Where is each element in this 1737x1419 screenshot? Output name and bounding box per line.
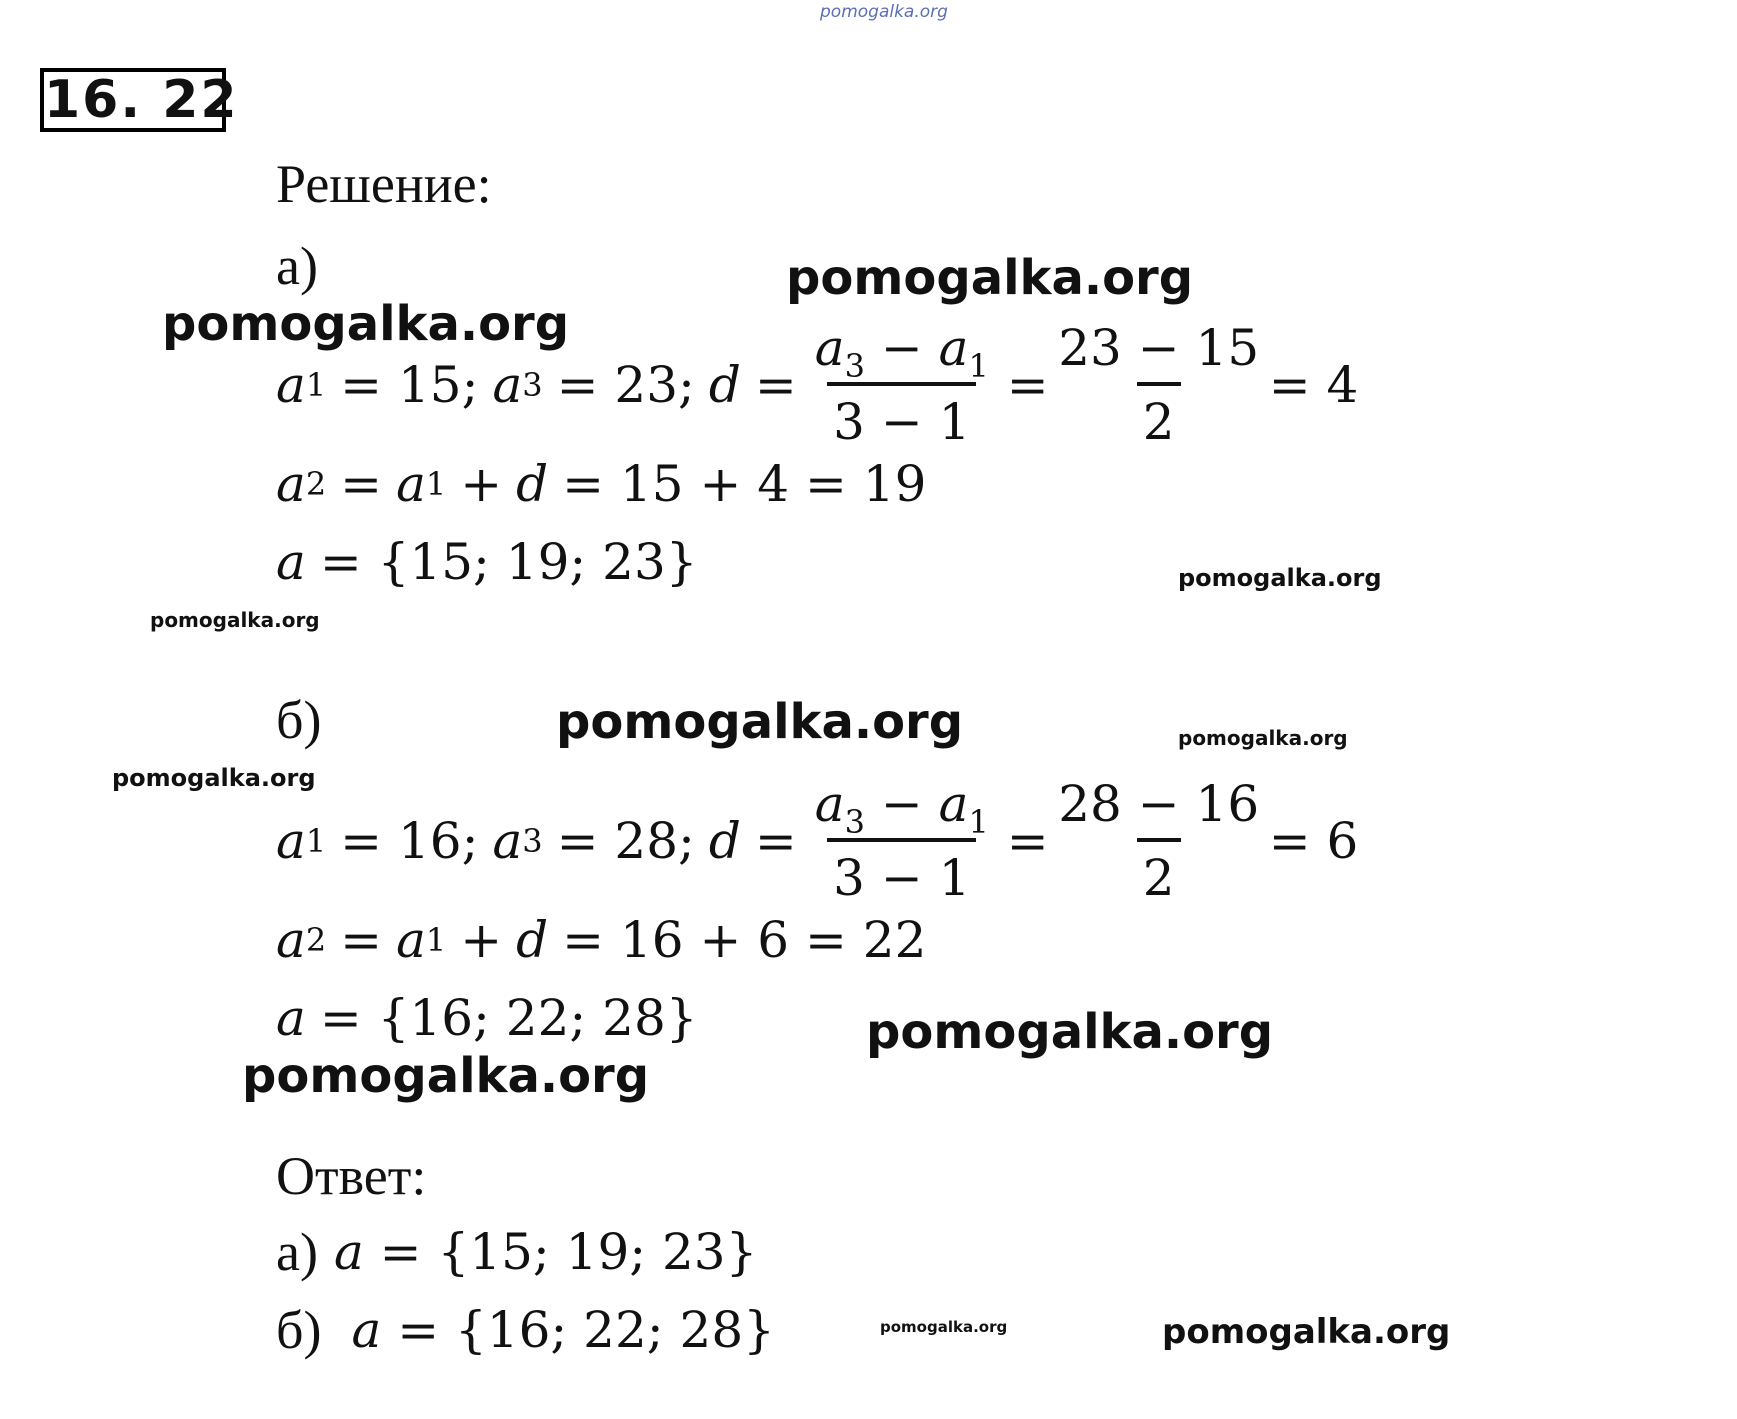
a-var: a — [276, 533, 306, 591]
part-b-line2: a 2 = a 1 + d = 16 + 6 = 22 — [276, 911, 927, 969]
d-var: d — [708, 812, 741, 870]
watermark-top: pomogalka.org — [820, 2, 948, 22]
a1-value: = 15; — [340, 356, 479, 414]
fraction-numerator: $a_3 - a_1$ — [814, 319, 989, 385]
a1-var: a — [276, 812, 306, 870]
sequence-set: = {16; 22; 28} — [319, 989, 698, 1047]
a3-var: a — [492, 812, 523, 870]
part-a-line1: a 1 = 15; a 3 = 23; d = $\frac{a_3 - a_1}{3 - 1}$ = $\frac{23 - 15}{2}$ = 4 — [276, 319, 1359, 451]
answer-heading: Ответ: — [276, 1146, 427, 1206]
part-b-line1: a 1 = 16; a 3 = 28; d = $\frac{a_3 - a_1}{3 - 1}$ = $\frac{28 - 16}{2}$ = 6 — [276, 775, 1359, 907]
d-equals: = — [754, 356, 797, 414]
d-equals: = — [754, 812, 797, 870]
watermark: pomogalka.org — [112, 764, 316, 792]
fraction-denominator: 2 — [1137, 838, 1181, 908]
plus: + — [460, 911, 503, 969]
watermark: pomogalka.org — [556, 694, 964, 750]
a2-calc: = 16 + 6 = 22 — [562, 911, 927, 969]
answer-a-label: а) — [276, 1222, 318, 1282]
a1-var: a — [276, 356, 306, 414]
a1-var: a — [396, 911, 426, 969]
part-a-label: а) — [276, 236, 318, 296]
fraction-denominator: 3 − 1 — [827, 382, 976, 452]
fraction-denominator: 3 − 1 — [827, 838, 976, 908]
fraction-numeric — [1059, 318, 1259, 452]
answer-a-math: a = {15; 19; 23} — [333, 1223, 758, 1281]
answer-b-math: a = {16; 22; 28} — [351, 1301, 775, 1359]
d-result: = 6 — [1268, 812, 1359, 870]
a-var: a — [276, 989, 306, 1047]
a1-value: = 16; — [340, 812, 479, 870]
watermark: pomogalka.org — [866, 1004, 1274, 1060]
d-var: d — [516, 455, 549, 513]
fraction-numerator: 28 − 16 — [1058, 775, 1260, 833]
d-var: d — [516, 911, 549, 969]
d-result: = 4 — [1268, 356, 1359, 414]
a3-var: a — [492, 356, 523, 414]
sequence-set: = {15; 19; 23} — [319, 533, 698, 591]
equals: = — [1006, 812, 1049, 870]
fraction-general — [807, 774, 997, 908]
part-a-line3 — [276, 532, 698, 592]
equals: = — [340, 455, 383, 513]
watermark: pomogalka.org — [150, 608, 320, 632]
fraction-denominator: 2 — [1137, 382, 1181, 452]
part-b-line3 — [276, 988, 698, 1048]
part-a-line2: a 2 = a 1 + d = 15 + 4 = 19 — [276, 455, 927, 513]
a3-value: = 28; — [556, 812, 695, 870]
answer-b — [276, 1300, 775, 1360]
watermark: pomogalka.org — [786, 250, 1194, 306]
equals: = — [340, 911, 383, 969]
watermark: pomogalka.org — [1162, 1312, 1451, 1352]
watermark: pomogalka.org — [242, 1048, 650, 1104]
fraction-numerator: $a_3 - a_1$ — [814, 775, 989, 841]
part-b-label: б) — [276, 690, 322, 750]
solution-heading: Решение: — [276, 154, 492, 214]
fraction-numeric — [1059, 774, 1259, 908]
a3-value: = 23; — [556, 356, 695, 414]
plus: + — [460, 455, 503, 513]
a2-var: a — [276, 911, 306, 969]
equals: = — [1006, 356, 1049, 414]
watermark: pomogalka.org — [1178, 726, 1348, 750]
problem-number: 16. 22 — [40, 68, 226, 132]
a2-var: a — [276, 455, 306, 513]
answer-b-label: б) — [276, 1300, 322, 1360]
d-var: d — [708, 356, 741, 414]
a1-var: a — [396, 455, 426, 513]
answer-a — [276, 1222, 757, 1282]
watermark: pomogalka.org — [880, 1318, 1008, 1336]
watermark: pomogalka.org — [1178, 564, 1382, 592]
watermark: pomogalka.org — [162, 296, 570, 352]
fraction-general — [807, 318, 997, 452]
a2-calc: = 15 + 4 = 19 — [562, 455, 927, 513]
fraction-numerator: 23 − 15 — [1058, 319, 1260, 377]
